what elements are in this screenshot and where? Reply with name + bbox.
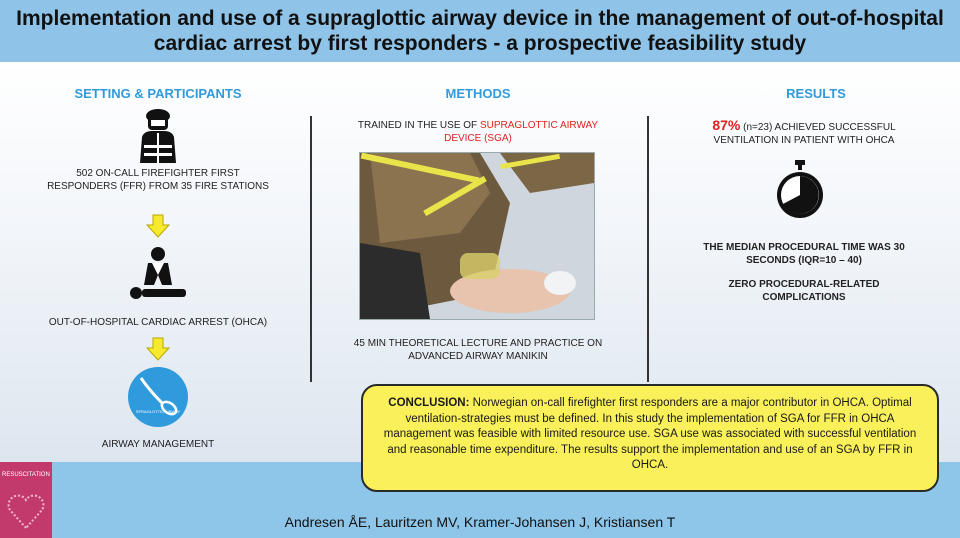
success-detail: (n=23) ACHIEVED SUCCESSFUL VENTILATION IN PATIENT WITH OHCA	[713, 122, 896, 146]
median-time-text: THE MEDIAN PROCEDURAL TIME WAS 30 SECONDS (IQR=10 – 40)	[703, 242, 905, 266]
stopwatch-icon	[774, 160, 826, 220]
conclusion-box	[361, 384, 939, 492]
authors: Andresen ÅE, Lauritzen MV, Kramer-Johansen J, Kristiansen T	[284, 514, 676, 530]
methods-heading: METHODS	[445, 86, 511, 101]
column-divider-right	[647, 116, 649, 382]
poster-title: Implementation and use of a supraglottic airway device in the management of out-of-hospital cardiac arrest by first responders - a prospective feasibility study	[16, 7, 944, 55]
training-photo-illustration	[360, 153, 594, 319]
conclusion-text: Norwegian on-call firefighter first responders are a major contributor in OHCA. Optimal ventilation-strategies must be defined. In this study the implementation of SGA for FFR in OHCA management was feasible with limited resource use. SGA use was associated with successful ventilation and reasonable time expenditure. The results support the implementation and use of an SGA by FFR in OHCA.	[383, 397, 917, 471]
setting-heading: SETTING & PARTICIPANTS	[74, 86, 242, 101]
trained-highlight: SUPRAGLOTTIC AIRWAY DEVICE (SGA)	[444, 120, 599, 144]
airway-management-text: AIRWAY MANAGEMENT	[101, 439, 215, 450]
title-bar	[0, 0, 960, 62]
success-percent: 87%	[712, 117, 741, 133]
column-divider-left	[310, 116, 312, 382]
trained-text	[348, 119, 608, 145]
conclusion-label: CONCLUSION:	[388, 397, 470, 409]
participants-text: 502 ON-CALL FIREFIGHTER FIRST RESPONDERS (FFR) FROM 35 FIRE STATIONS	[47, 168, 269, 192]
logo-text: RESUSCITATION	[2, 472, 50, 478]
results-heading: RESULTS	[786, 86, 846, 101]
airway-icon-label: SPRAGLOTTIC AIRWAY	[135, 409, 181, 414]
lecture-text: 45 MIN THEORETICAL LECTURE AND PRACTICE ON ADVANCED AIRWAY MANIKIN	[353, 338, 603, 362]
trained-prefix: TRAINED IN THE USE OF	[357, 120, 480, 131]
ohca-text: OUT-OF-HOSPITAL CARDIAC ARREST (OHCA)	[48, 317, 268, 328]
cpr-icon	[128, 245, 188, 303]
down-arrow-icon	[146, 337, 170, 361]
training-photo	[359, 152, 595, 320]
down-arrow-icon	[146, 214, 170, 238]
firefighter-icon	[136, 107, 180, 163]
complications-text: ZERO PROCEDURAL-RELATED COMPLICATIONS	[728, 279, 880, 303]
success-text	[686, 119, 922, 147]
airway-device-icon	[127, 366, 189, 428]
